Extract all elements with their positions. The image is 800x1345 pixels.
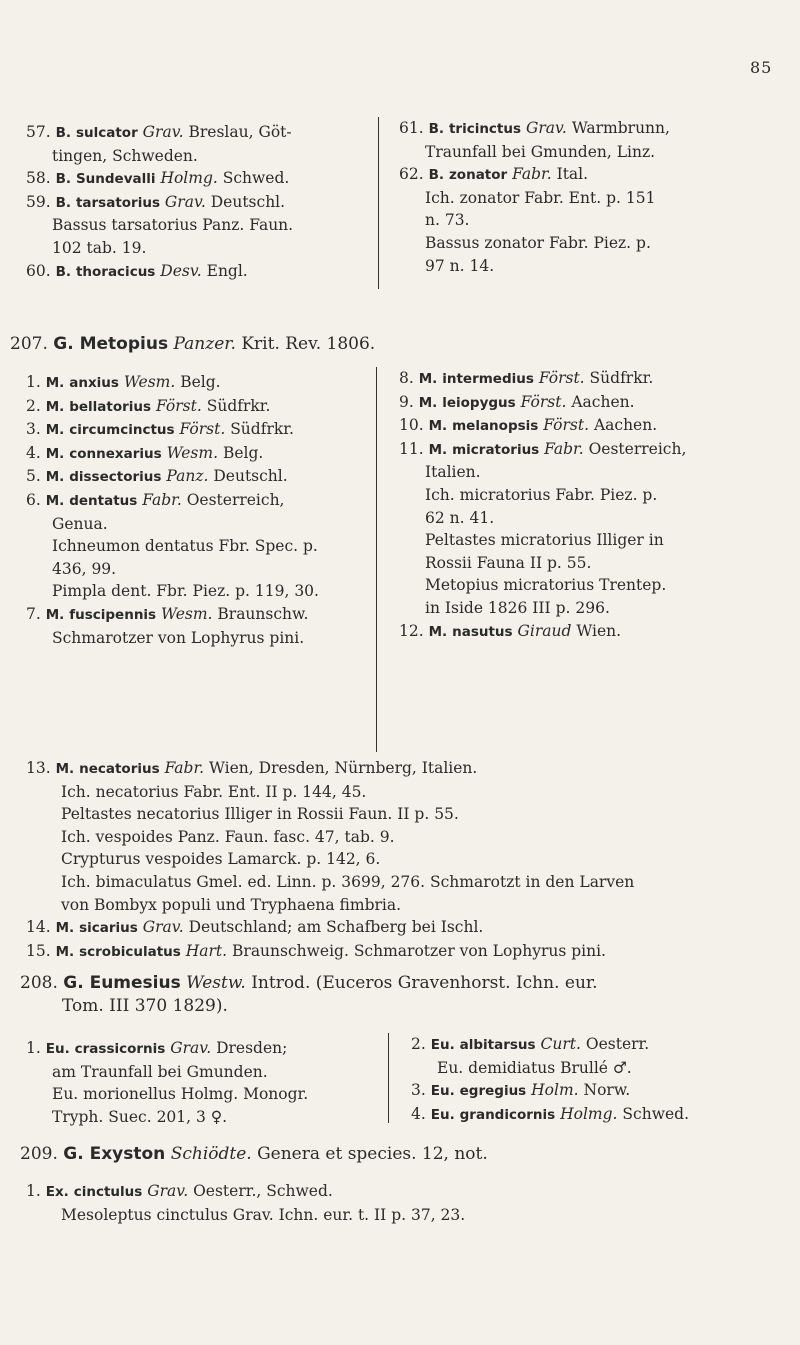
- entry-number: 1.: [26, 1182, 41, 1200]
- author-name: Panz.: [166, 467, 209, 486]
- entry-continuation: Traunfall bei Gmunden, Linz.: [425, 142, 656, 161]
- locality-text: Schwed.: [222, 169, 290, 188]
- entry-first-line: [399, 620, 799, 644]
- species-name: anxius: [69, 375, 119, 391]
- genus-abbrev: Eu.: [430, 1106, 455, 1123]
- species-entry: [26, 465, 376, 489]
- locality-text: Südfrkr.: [206, 396, 271, 415]
- locality-text: Deutschland; am Schafberg bei Ischl.: [188, 918, 484, 937]
- locality-text: Belg.: [222, 443, 264, 462]
- author-name: Desv.: [160, 261, 202, 280]
- entry-continuation: Schmarotzer von Lophyrus pini.: [52, 628, 305, 647]
- locality-text: Norw.: [583, 1081, 631, 1100]
- species-entry: [26, 603, 376, 649]
- locality-text: Braunschw.: [217, 604, 309, 623]
- genus-abbrev: B.: [428, 121, 445, 137]
- entry-first-line: [26, 418, 376, 442]
- locality-text: Oesterr.: [585, 1035, 650, 1053]
- locality-text: Oesterreich,: [588, 439, 687, 458]
- section-209-full-width: [26, 1180, 786, 1226]
- entry-number: 62.: [399, 165, 424, 184]
- genus-name: G. Metopius: [53, 334, 169, 354]
- author-name: Holm.: [531, 1081, 579, 1100]
- genus-abbrev: M.: [418, 394, 438, 411]
- entry-number: 5.: [26, 467, 41, 486]
- entry-continuation: 97 n. 14.: [425, 256, 495, 275]
- species-entry: [26, 395, 376, 419]
- author-name: Först.: [179, 420, 226, 439]
- section-208-left-column: [26, 1037, 376, 1128]
- entry-continuation: Genua.: [52, 514, 108, 533]
- entry-first-line: [399, 414, 799, 438]
- entry-first-line: [399, 117, 779, 141]
- entry-continuation: Eu. demidiatus Brullé ♂.: [437, 1058, 632, 1077]
- genus-abbrev: M.: [418, 371, 438, 387]
- section-207-right-column: [376, 367, 799, 752]
- species-entry: [26, 191, 376, 260]
- author-name: Grav.: [164, 192, 206, 211]
- species-entry: [26, 371, 376, 395]
- species-name: bellatorius: [69, 398, 152, 415]
- entry-number: 13.: [26, 759, 51, 777]
- genus-abbrev: M.: [45, 492, 65, 509]
- entry-number: 2.: [26, 396, 41, 415]
- locality-text: Wien, Dresden, Nürnberg, Italien.: [209, 759, 478, 777]
- entry-first-line: [26, 191, 376, 215]
- species-name: connexarius: [69, 445, 162, 462]
- entry-number: 7.: [26, 604, 41, 623]
- author-name: Fabr.: [544, 439, 584, 458]
- species-name: Sundevalli: [75, 171, 156, 188]
- entry-first-line: [26, 121, 376, 145]
- species-name: tricinctus: [448, 121, 522, 137]
- species-entry: [399, 438, 799, 620]
- species-name: micratorius: [452, 441, 540, 458]
- locality-text: Deutschl.: [210, 192, 286, 211]
- locality-text: Oesterr., Schwed.: [193, 1182, 333, 1200]
- species-entry: [26, 260, 376, 284]
- species-name: leiopygus: [442, 394, 516, 411]
- section-209-heading: [20, 1143, 488, 1166]
- species-name: melanopsis: [452, 418, 539, 435]
- section-number: 209.: [20, 1144, 58, 1164]
- genus-abbrev: B.: [428, 167, 445, 184]
- species-name: zonator: [448, 167, 508, 184]
- genus-abbrev: M.: [55, 920, 75, 937]
- block1-left-column: [26, 121, 376, 283]
- species-entry: [26, 121, 376, 167]
- genus-name: G. Eumesius: [63, 973, 181, 993]
- author-name: Giraud: [517, 621, 572, 640]
- genus-abbrev: M.: [55, 761, 75, 777]
- species-name: intermedius: [442, 371, 534, 387]
- species-entry: [399, 117, 779, 163]
- entry-number: 2.: [411, 1035, 426, 1053]
- author-name: Fabr.: [512, 165, 552, 184]
- species-name: crassicornis: [74, 1041, 166, 1057]
- section-208-right-column: [388, 1033, 791, 1123]
- entry-first-line: [26, 260, 376, 284]
- entry-continuation: Bassus tarsatorius Panz. Faun.: [52, 216, 294, 235]
- species-name: fuscipennis: [69, 606, 157, 623]
- species-name: nasutus: [452, 623, 513, 640]
- entry-continuation: Ich. micratorius Fabr. Piez. p.: [425, 485, 658, 504]
- entry-continuation: Rossii Fauna II p. 55.: [425, 553, 592, 572]
- locality-text: Warmbrunn,: [571, 119, 670, 137]
- entry-continuation: 62 n. 41.: [425, 508, 495, 527]
- entry-number: 59.: [26, 192, 51, 211]
- entry-first-line: [411, 1103, 791, 1127]
- entry-first-line: [26, 1037, 376, 1061]
- locality-text: Wien.: [576, 621, 622, 640]
- genus-abbrev: M.: [45, 445, 65, 462]
- locality-text: Ital.: [556, 165, 589, 184]
- locality-text: Dresden;: [216, 1039, 288, 1057]
- block1-right-column: [378, 117, 779, 289]
- entry-number: 8.: [399, 369, 414, 387]
- entry-number: 61.: [399, 119, 424, 137]
- locality-text: Südfrkr.: [230, 420, 294, 439]
- species-name: cinctulus: [73, 1184, 143, 1200]
- genus-author: Westw.: [186, 973, 246, 993]
- entry-number: 60.: [26, 261, 51, 280]
- entry-number: 12.: [399, 621, 424, 640]
- species-entry: [26, 916, 786, 940]
- species-entry: [26, 489, 376, 603]
- species-name: circumcinctus: [69, 422, 175, 439]
- genus-reference: Introd. (Euceros Gravenhorst. Ichn. eur.: [251, 973, 598, 993]
- entry-first-line: [411, 1033, 791, 1057]
- entry-number: 14.: [26, 918, 51, 937]
- entry-continuation: Peltastes necatorius Illiger in Rossii Faun. II p. 55.: [61, 805, 459, 824]
- author-name: Först.: [520, 392, 567, 411]
- author-name: Först.: [156, 396, 202, 415]
- entry-first-line: [26, 916, 786, 940]
- genus-name: G. Exyston: [63, 1144, 166, 1164]
- entry-number: 3.: [411, 1081, 426, 1100]
- species-entry: [411, 1103, 791, 1127]
- entry-continuation: tingen, Schweden.: [52, 146, 198, 165]
- entry-continuation: 436, 99.: [52, 559, 117, 578]
- entry-first-line: [26, 489, 376, 513]
- entry-number: 1.: [26, 1039, 41, 1057]
- species-name: tarsatorius: [75, 194, 160, 211]
- entry-number: 58.: [26, 169, 51, 188]
- genus-abbrev: M.: [428, 623, 448, 640]
- locality-text: Aachen.: [571, 392, 635, 411]
- species-name: egregius: [459, 1083, 527, 1100]
- author-name: Wesm.: [123, 373, 176, 391]
- species-name: thoracicus: [75, 263, 156, 280]
- entry-number: 10.: [399, 416, 424, 435]
- entry-continuation: in Iside 1826 III p. 296.: [425, 598, 610, 617]
- author-name: Holmg.: [160, 169, 218, 188]
- entry-continuation: Metopius micratorius Trentep.: [425, 576, 667, 595]
- species-entry: [26, 1037, 376, 1128]
- species-name: necatorius: [79, 761, 160, 777]
- entry-first-line: [399, 391, 799, 415]
- locality-text: Breslau, Göt-: [188, 123, 292, 141]
- entry-first-line: [399, 163, 779, 187]
- genus-abbrev: B.: [55, 194, 72, 211]
- author-name: Grav.: [147, 1182, 189, 1200]
- entry-number: 11.: [399, 439, 424, 458]
- locality-text: Deutschl.: [213, 467, 288, 486]
- entry-first-line: [399, 367, 799, 391]
- entry-continuation: von Bombyx populi und Tryphaena fimbria.: [61, 895, 402, 914]
- entry-first-line: [26, 603, 376, 627]
- genus-abbrev: M.: [45, 469, 65, 486]
- entry-first-line: [26, 465, 376, 489]
- entry-first-line: [399, 438, 799, 462]
- entry-continuation: n. 73.: [425, 211, 470, 230]
- entry-first-line: [26, 1180, 786, 1204]
- species-entry: [399, 620, 799, 644]
- author-name: Grav.: [142, 918, 184, 937]
- species-name: sicarius: [79, 920, 138, 937]
- locality-text: Belg.: [180, 373, 221, 391]
- entry-number: 15.: [26, 941, 51, 960]
- entry-continuation: Pimpla dent. Fbr. Piez. p. 119, 30.: [52, 582, 319, 601]
- author-name: Grav.: [142, 123, 184, 141]
- genus-abbrev: B.: [55, 263, 72, 280]
- species-entry: [399, 367, 799, 391]
- genus-abbrev: Eu.: [45, 1041, 70, 1057]
- entry-continuation: Bassus zonator Fabr. Piez. p.: [425, 233, 651, 252]
- entry-number: 9.: [399, 392, 414, 411]
- entry-number: 1.: [26, 373, 41, 391]
- entry-number: 3.: [26, 420, 41, 439]
- species-entry: [26, 442, 376, 466]
- entry-first-line: [26, 940, 786, 964]
- author-name: Holmg.: [560, 1104, 618, 1123]
- section-number: 207.: [10, 334, 48, 354]
- genus-abbrev: M.: [45, 422, 65, 439]
- entry-continuation: am Traunfall bei Gmunden.: [52, 1062, 268, 1081]
- entry-number: 4.: [26, 443, 41, 462]
- section-207-full-width: [26, 757, 786, 963]
- author-name: Grav.: [170, 1039, 212, 1057]
- entry-first-line: [26, 395, 376, 419]
- entry-continuation: Eu. morionellus Holmg. Monogr.: [52, 1085, 309, 1104]
- entry-continuation: Peltastes micratorius Illiger in: [425, 531, 664, 550]
- genus-abbrev: M.: [55, 943, 75, 960]
- genus-abbrev: Eu.: [430, 1037, 455, 1053]
- entry-continuation: Crypturus vespoides Lamarck. p. 142, 6.: [61, 850, 381, 869]
- genus-abbrev: Ex.: [45, 1184, 69, 1200]
- species-entry: [399, 391, 799, 415]
- section-207-heading: [10, 333, 375, 356]
- species-entry: [411, 1033, 791, 1079]
- author-name: Grav.: [525, 119, 567, 137]
- entry-continuation: Ich. bimaculatus Gmel. ed. Linn. p. 3699, 276. Schmarotzt in den Larven: [61, 872, 635, 891]
- entry-continuation: Ich. vespoides Panz. Faun. fasc. 47, tab. 9.: [61, 827, 395, 846]
- author-name: Fabr.: [142, 490, 182, 509]
- section-208-heading: [20, 972, 598, 995]
- species-entry: [399, 414, 799, 438]
- species-entry: [26, 167, 376, 191]
- author-name: Hart.: [185, 941, 228, 960]
- entry-first-line: [26, 167, 376, 191]
- genus-abbrev: M.: [45, 606, 65, 623]
- entry-continuation: Ich. necatorius Fabr. Ent. II p. 144, 45.: [61, 782, 367, 801]
- genus-author: Panzer.: [173, 334, 236, 354]
- genus-abbrev: B.: [55, 171, 72, 188]
- page-number: 85: [750, 58, 773, 77]
- author-name: Curt.: [540, 1035, 581, 1053]
- genus-reference: Genera et species. 12, not.: [257, 1144, 488, 1164]
- species-entry: [411, 1079, 791, 1103]
- species-name: sulcator: [75, 125, 138, 141]
- species-entry: [26, 757, 786, 916]
- genus-abbrev: Eu.: [430, 1083, 455, 1100]
- section-208-heading-continued: [62, 995, 228, 1018]
- species-name: dissectorius: [69, 469, 162, 486]
- author-name: Wesm.: [166, 443, 218, 462]
- entry-number: 6.: [26, 490, 41, 509]
- entry-first-line: [26, 371, 376, 395]
- species-entry: [399, 163, 779, 277]
- author-name: Wesm.: [161, 604, 213, 623]
- entry-continuation: Ich. zonator Fabr. Ent. p. 151: [425, 188, 656, 207]
- entry-continuation: Mesoleptus cinctulus Grav. Ichn. eur. t. II p. 37, 23.: [61, 1205, 466, 1224]
- genus-abbrev: B.: [55, 125, 72, 141]
- section-number: 208.: [20, 973, 58, 993]
- species-name: dentatus: [69, 492, 138, 509]
- genus-abbrev: M.: [45, 375, 65, 391]
- species-entry: [26, 1180, 786, 1226]
- genus-reference-continued: Tom. III 370 1829).: [62, 996, 228, 1016]
- entry-continuation: 102 tab. 19.: [52, 238, 147, 257]
- genus-abbrev: M.: [428, 418, 448, 435]
- locality-text: Schwed.: [622, 1104, 689, 1123]
- species-name: scrobiculatus: [79, 943, 181, 960]
- entry-first-line: [411, 1079, 791, 1103]
- species-name: grandicornis: [459, 1106, 556, 1123]
- locality-text: Engl.: [206, 261, 248, 280]
- locality-text: Aachen.: [593, 416, 658, 435]
- locality-text: Braunschweig. Schmarotzer von Lophyrus pini.: [232, 941, 606, 960]
- entry-continuation: Tryph. Suec. 201, 3 ♀.: [52, 1107, 228, 1126]
- genus-abbrev: M.: [428, 441, 448, 458]
- species-name: albitarsus: [459, 1037, 536, 1053]
- entry-continuation: Italien.: [425, 463, 481, 482]
- entry-number: 4.: [411, 1104, 426, 1123]
- author-name: Först.: [543, 416, 590, 435]
- entry-first-line: [26, 757, 786, 781]
- entry-number: 57.: [26, 123, 51, 141]
- entry-first-line: [26, 442, 376, 466]
- locality-text: Oesterreich,: [186, 490, 285, 509]
- author-name: Först.: [538, 369, 585, 387]
- genus-author: Schiödte.: [170, 1144, 252, 1164]
- genus-reference: Krit. Rev. 1806.: [241, 334, 376, 354]
- entry-continuation: Ichneumon dentatus Fbr. Spec. p.: [52, 537, 318, 556]
- locality-text: Südfrkr.: [589, 369, 654, 387]
- section-207-left-column: [26, 371, 376, 649]
- species-entry: [26, 940, 786, 964]
- species-entry: [26, 418, 376, 442]
- genus-abbrev: M.: [45, 398, 65, 415]
- author-name: Fabr.: [164, 759, 205, 777]
